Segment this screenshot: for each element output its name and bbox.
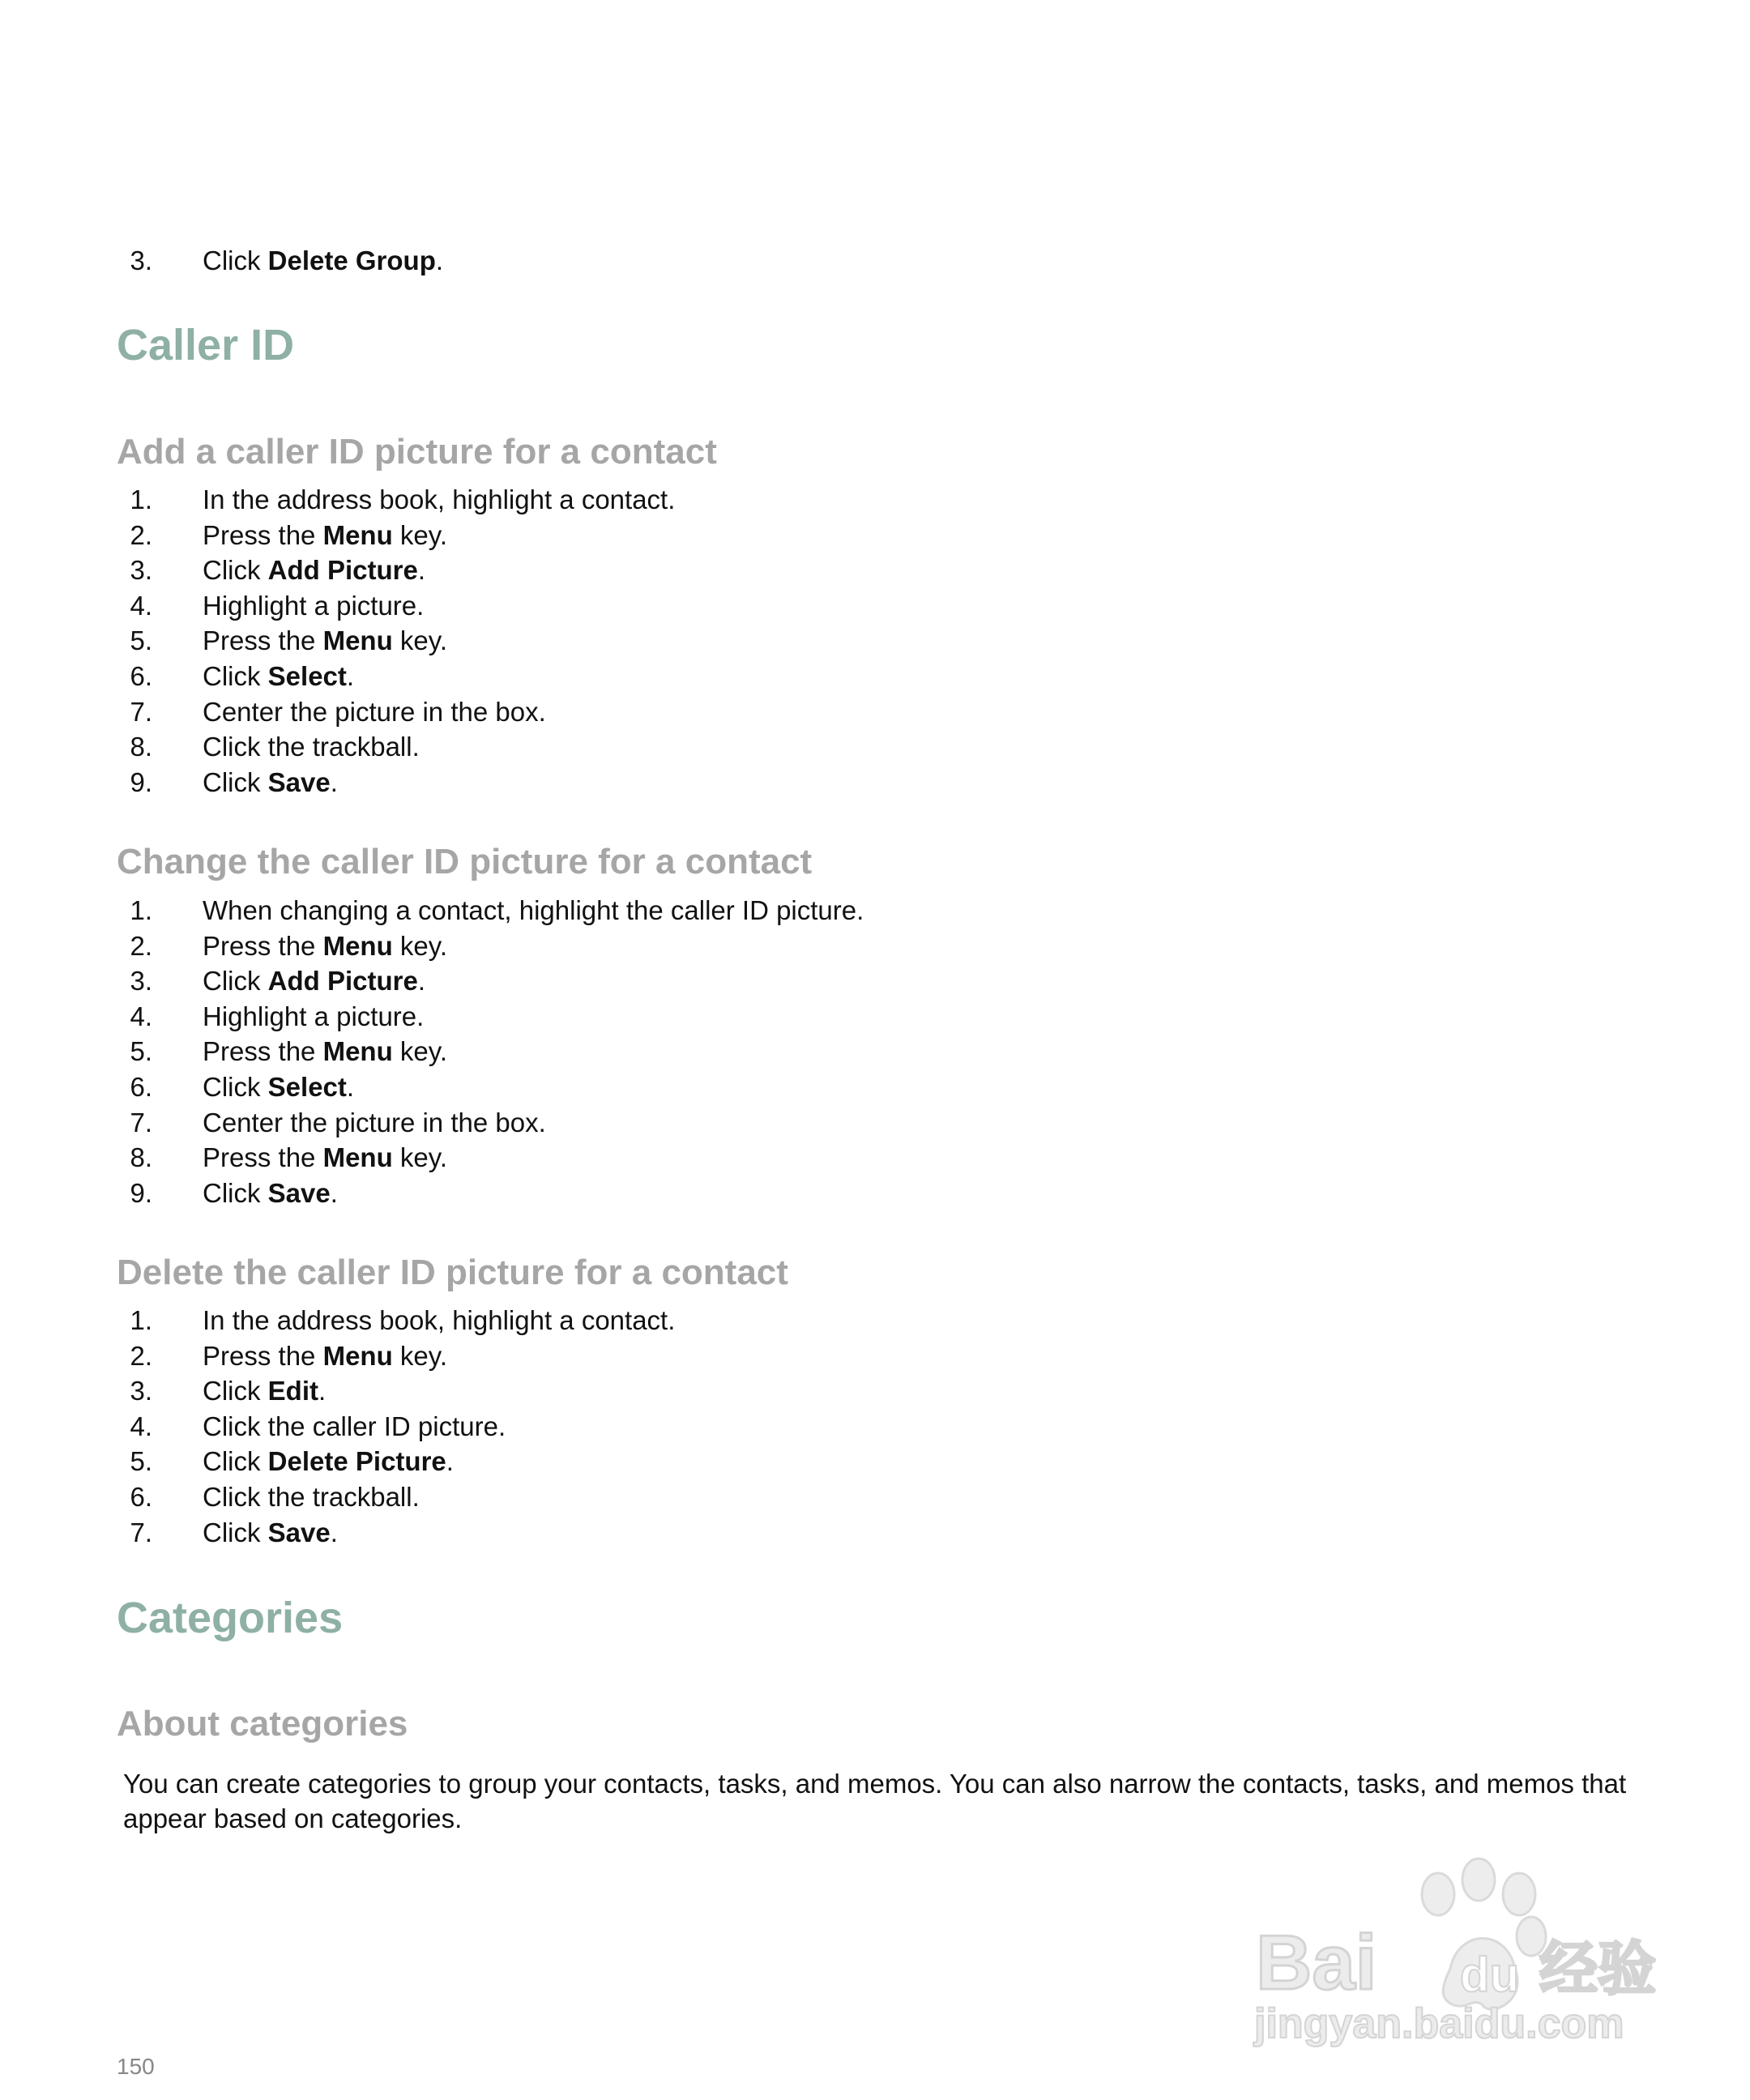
add-step-8: 8. Click the trackball. xyxy=(130,732,420,762)
watermark-brand-right: du xyxy=(1460,1948,1520,2002)
change-step-6: 6. Click Select. xyxy=(130,1072,355,1102)
add-step-5: 5. Press the Menu key. xyxy=(130,625,447,656)
delete-step-2: 2. Press the Menu key. xyxy=(130,1340,447,1371)
delete-step-3: 3. Click Edit. xyxy=(130,1376,327,1406)
delete-step-1: 1. In the address book, highlight a contact. xyxy=(130,1305,676,1335)
heading-add-picture: Add a caller ID picture for a contact xyxy=(117,432,717,472)
change-step-8: 8. Press the Menu key. xyxy=(130,1142,447,1173)
add-step-4: 4. Highlight a picture. xyxy=(130,590,425,621)
top-step: 3. Click Delete Group. xyxy=(130,245,444,275)
delete-step-5: 5. Click Delete Picture. xyxy=(130,1446,454,1477)
heading-change-picture: Change the caller ID picture for a contact xyxy=(117,842,813,881)
change-step-3: 3. Click Add Picture. xyxy=(130,966,426,997)
add-step-2: 2. Press the Menu key. xyxy=(130,519,447,550)
add-step-6: 6. Click Select. xyxy=(130,661,355,691)
change-step-7: 7. Center the picture in the box. xyxy=(130,1107,546,1138)
add-step-9: 9. Click Save. xyxy=(130,766,338,797)
add-step-3: 3. Click Add Picture. xyxy=(130,555,426,586)
watermark-url: jingyan.baidu.com xyxy=(1254,2000,1624,2047)
heading-delete-picture: Delete the caller ID picture for a contact xyxy=(117,1253,788,1292)
about-categories-text: You can create categories to group your contacts, tasks, and memos. You can also narrow the contacts, tasks, and memos that appear based on categories. xyxy=(123,1769,1627,1833)
delete-step-4: 4. Click the caller ID picture. xyxy=(130,1411,506,1441)
heading-caller-id: Caller ID xyxy=(117,321,295,369)
delete-step-7: 7. Click Save. xyxy=(130,1517,338,1547)
change-step-5: 5. Press the Menu key. xyxy=(130,1036,447,1067)
heading-categories: Categories xyxy=(117,1594,344,1642)
change-step-1: 1. When changing a contact, highlight the caller ID picture. xyxy=(130,895,864,925)
delete-step-6: 6. Click the trackball. xyxy=(130,1482,420,1512)
watermark-brand-left: Bai xyxy=(1256,1919,1377,2006)
page-number: 150 xyxy=(117,2054,155,2079)
heading-about-categories: About categories xyxy=(117,1704,408,1744)
change-step-4: 4. Highlight a picture. xyxy=(130,1001,425,1031)
watermark-brand-cn: 经验 xyxy=(1539,1935,1657,2003)
change-step-9: 9. Click Save. xyxy=(130,1177,338,1208)
add-step-7: 7. Center the picture in the box. xyxy=(130,696,546,727)
add-step-1: 1. In the address book, highlight a contact. xyxy=(130,484,676,514)
change-step-2: 2. Press the Menu key. xyxy=(130,930,447,961)
baidu-jingyan-watermark-logo xyxy=(1248,1847,1669,2050)
